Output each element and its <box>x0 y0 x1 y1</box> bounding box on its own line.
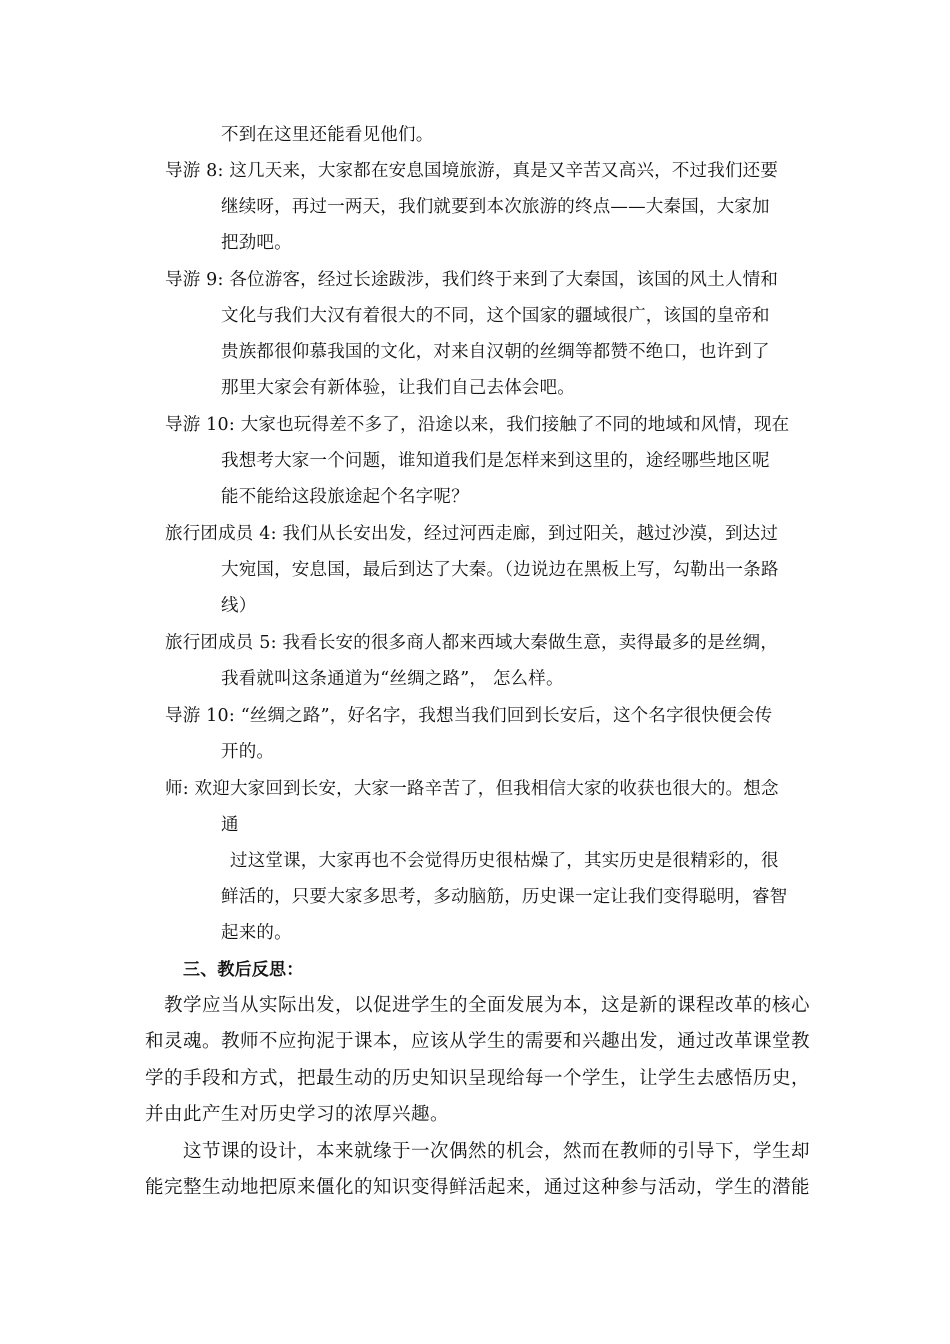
text-line: 开的。 <box>221 742 275 762</box>
text-line: 导游 9: 各位游客，经过长途跋涉，我们终于来到了大秦国，该国的风土人情和 <box>165 270 779 290</box>
text-line: 旅行团成员 4: 我们从长安出发，经过河西走廊，到过阳关，越过沙漠，到达过 <box>165 524 779 544</box>
section-heading: 三、教后反思： <box>183 960 304 980</box>
text-line: 和灵魂。教师不应拘泥于课本，应该从学生的需要和兴趣出发，通过改革课堂教 <box>145 1031 811 1052</box>
text-line: 旅行团成员 5: 我看长安的很多商人都来西域大秦做生意，卖得最多的是丝绸， <box>165 633 779 653</box>
text-line: 起来的。 <box>221 923 292 943</box>
text-line: 文化与我们大汉有着很大的不同，这个国家的疆域很广，该国的皇帝和 <box>221 306 770 326</box>
text-line: 能完整生动地把原来僵化的知识变得鲜活起来，通过这种参与活动，学生的潜能 <box>145 1177 811 1198</box>
text-line: 我看就叫这条通道为“丝绸之路”， 怎么样。 <box>221 669 564 689</box>
text-line: 导游 10: 大家也玩得差不多了，沿途以来，我们接触了不同的地域和风情，现在 <box>165 415 790 435</box>
text-line: 不到在这里还能看见他们。 <box>221 125 434 145</box>
text-line: 继续呀，再过一两天，我们就要到本次旅游的终点——大秦国，大家加 <box>221 197 770 217</box>
text-line: 师: 欢迎大家回到长安，大家一路辛苦了，但我相信大家的收获也很大的。想念 <box>165 779 779 799</box>
text-line: 通 <box>221 815 239 835</box>
text-line: 我想考大家一个问题，谁知道我们是怎样来到这里的，途经哪些地区呢 <box>221 451 770 471</box>
text-line: 学的手段和方式，把最生动的历史知识呈现给每一个学生，让学生去感悟历史， <box>145 1068 811 1089</box>
text-line: 鲜活的，只要大家多思考，多动脑筋，历史课一定让我们变得聪明，睿智 <box>221 887 788 907</box>
text-line: 这节课的设计，本来就缘于一次偶然的机会，然而在教师的引导下，学生却 <box>183 1141 811 1162</box>
text-line: 教学应当从实际出发，以促进学生的全面发展为本，这是新的课程改革的核心 <box>164 995 811 1016</box>
text-line: 过这堂课，大家再也不会觉得历史很枯燥了，其实历史是很精彩的，很 <box>230 851 779 871</box>
text-line: 导游 10: “丝绸之路”，好名字，我想当我们回到长安后，这个名字很快便会传 <box>165 706 773 726</box>
text-line: 那里大家会有新体验，让我们自己去体会吧。 <box>221 378 575 398</box>
text-line: 贵族都很仰慕我国的文化，对来自汉朝的丝绸等都赞不绝口，也许到了 <box>221 342 770 362</box>
text-line: 大宛国，安息国，最后到达了大秦。（边说边在黑板上写，勾勒出一条路 <box>221 560 779 580</box>
text-line: 能不能给这段旅途起个名字呢？ <box>221 487 469 507</box>
text-line: 线） <box>221 596 257 616</box>
text-line: 导游 8: 这几天来，大家都在安息国境旅游，真是又辛苦又高兴，不过我们还要 <box>165 161 779 181</box>
text-line: 把劲吧。 <box>221 233 292 253</box>
text-line: 并由此产生对历史学习的浓厚兴趣。 <box>145 1104 450 1125</box>
